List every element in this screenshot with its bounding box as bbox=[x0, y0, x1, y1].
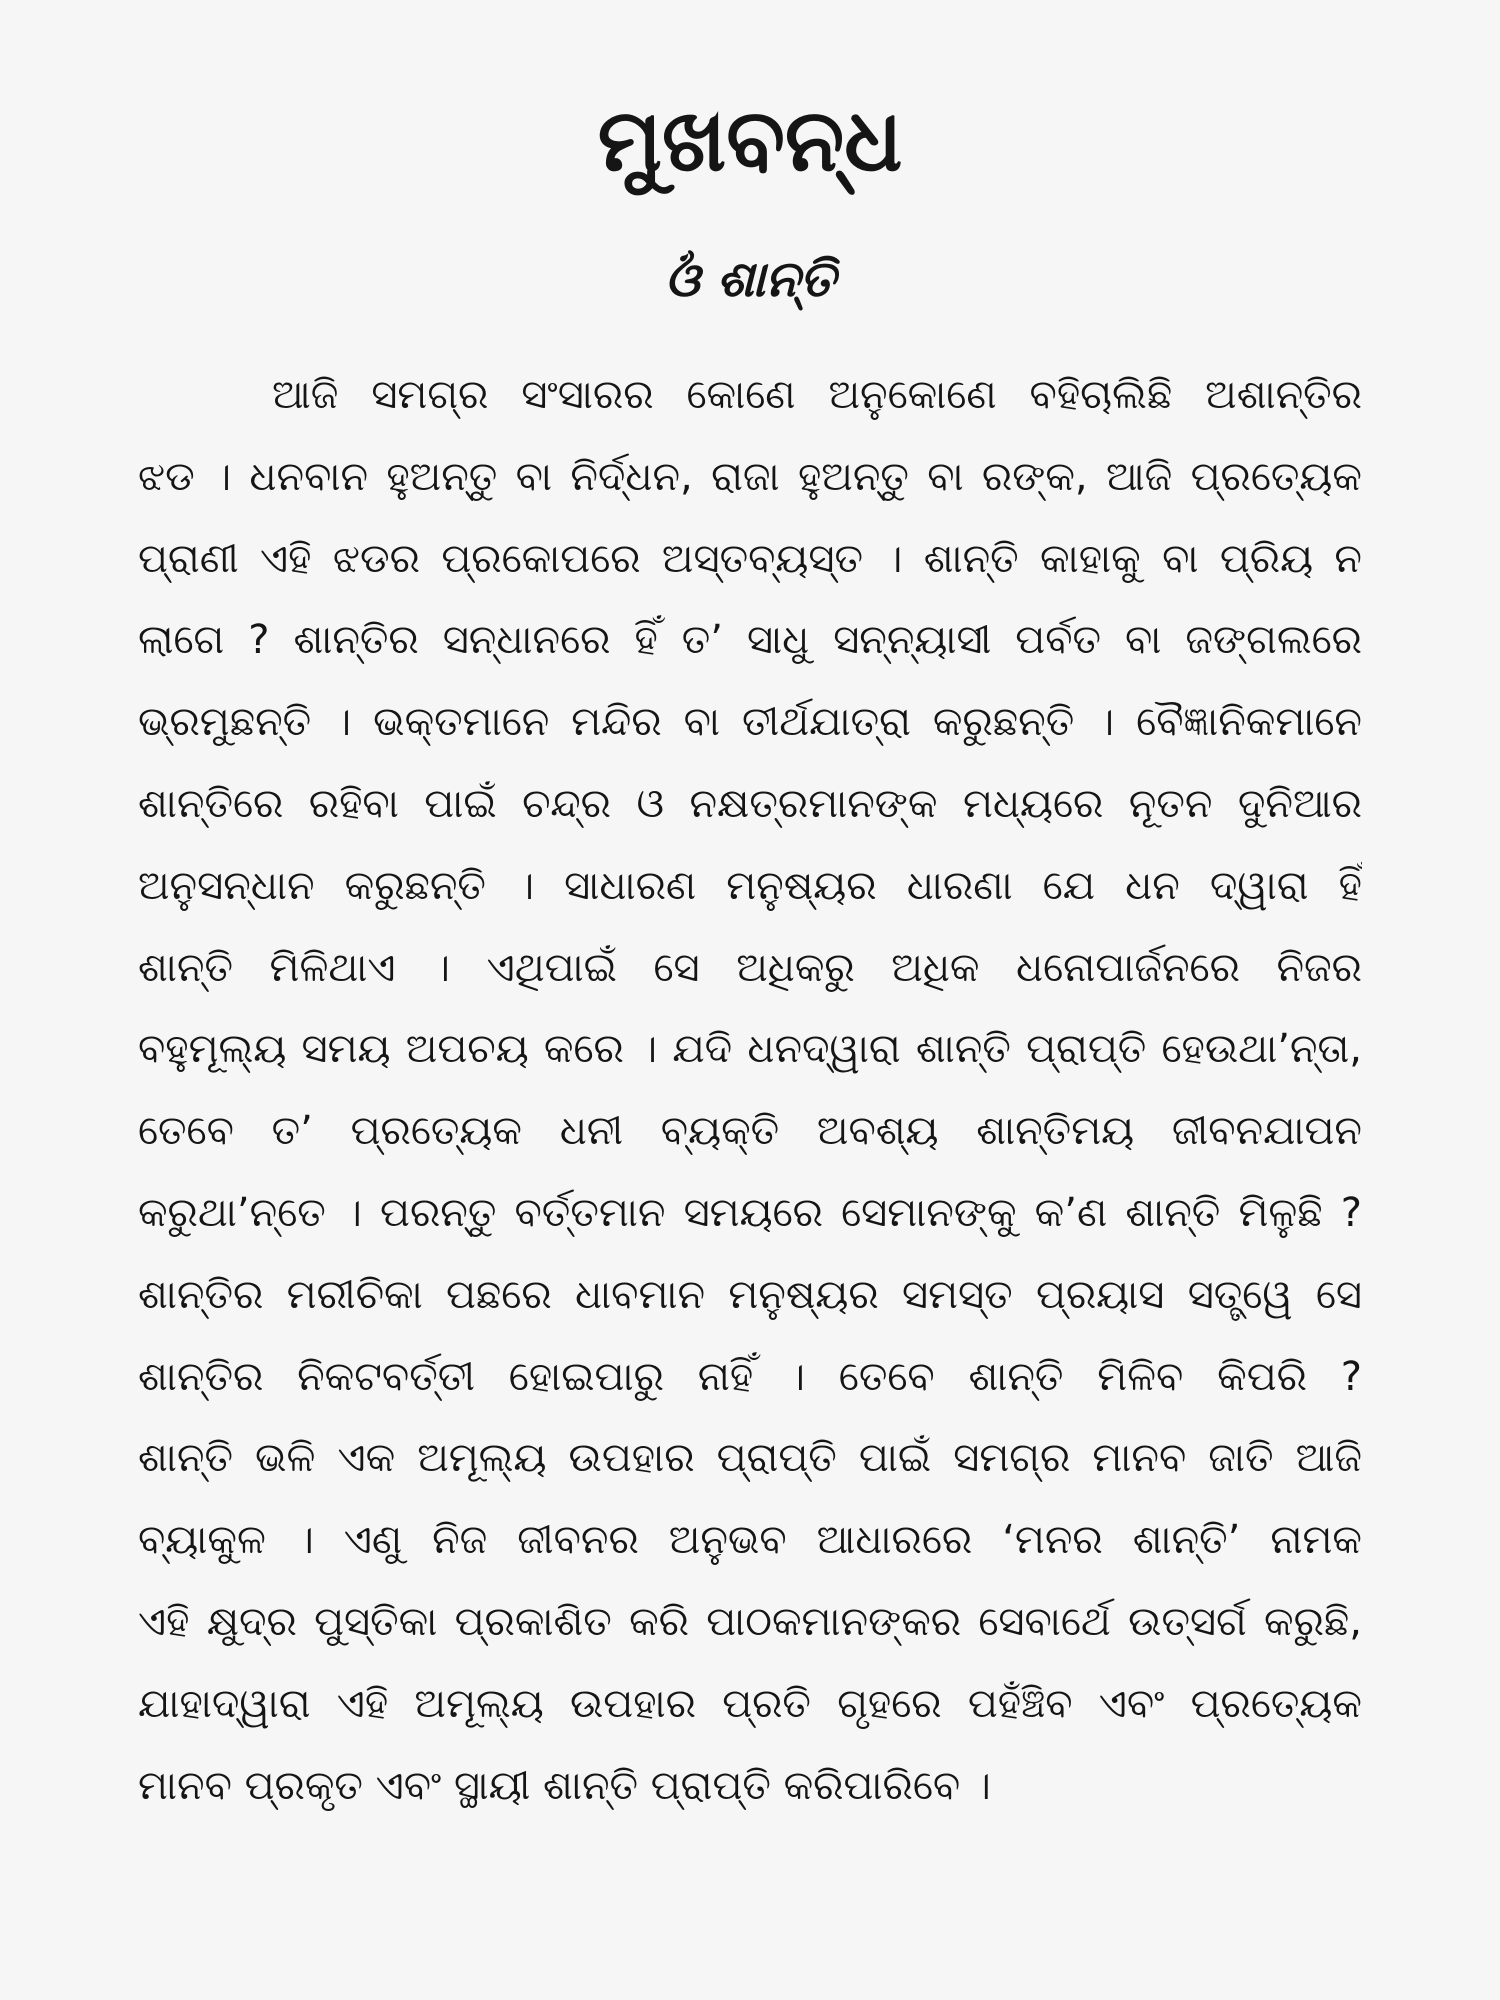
paragraph-line: କରୁଥା’ନ୍ତେ । ପରନ୍ତୁ ବର୍ତ୍ତମାନ ସମୟରେ ସେମାନଙ୍କୁ କ’ଣ ଶାନ୍ତି ମିଳୁଛି ? bbox=[138, 1189, 1362, 1236]
page-subtitle: ଓଁ ଶାନ୍ତି bbox=[664, 250, 836, 308]
paragraph-line: ଶାନ୍ତିରେ ରହିବା ପାଇଁ ଚନ୍ଦ୍ର ଓ ନକ୍ଷତ୍ରମାନଙ୍କ ମଧ୍ୟରେ ନୂତନ ଦୁନିଆର bbox=[138, 780, 1362, 827]
paragraph-line: ଅନୁସନ୍ଧାନ କରୁଛନ୍ତି । ସାଧାରଣ ମନୁଷ୍ୟର ଧାରଣା ଯେ ଧନ ଦ୍ୱାରା ହିଁ bbox=[138, 862, 1362, 909]
paragraph-line: ମାନବ ପ୍ରକୃତ ଏବଂ ସ୍ଥାୟୀ ଶାନ୍ତି ପ୍ରାପ୍ତି କରିପାରିବେ । bbox=[138, 1762, 991, 1809]
page-title: ମୁଖବନ୍ଧ bbox=[597, 91, 903, 191]
paragraph-line: ଆଜି ସମଗ୍ର ସଂସାରର କୋଣେ ଅନୁକୋଣେ ବହିଚାଲିଛି ଅଶାନ୍ତିର bbox=[272, 372, 1362, 418]
paragraph-line: ଶାନ୍ତିର ନିକଟବର୍ତ୍ତୀ ହୋଇପାରୁ ନାହିଁ । ତେବେ ଶାନ୍ତି ମିଳିବ କିପରି ? bbox=[138, 1353, 1362, 1400]
paragraph-line: ଭ୍ରମୁଛନ୍ତି । ଭକ୍ତମାନେ ମନ୍ଦିର ବା ତୀର୍ଥଯାତ୍ରା କରୁଛନ୍ତି । ବୈଜ୍ଞାନିକମାନେ bbox=[138, 699, 1362, 746]
paragraph-line: ଲାଗେ ? ଶାନ୍ତିର ସନ୍ଧାନରେ ହିଁ ତ’ ସାଧୁ ସନ୍ନ୍ୟାସୀ ପର୍ବତ ବା ଜଙ୍ଗଲରେ bbox=[138, 617, 1362, 664]
paragraph-line: ପ୍ରାଣୀ ଏହି ଝଡର ପ୍ରକୋପରେ ଅସ୍ତବ୍ୟସ୍ତ । ଶାନ୍ତି କାହାକୁ ବା ପ୍ରିୟ ନ bbox=[138, 535, 1362, 582]
paragraph-line: ଝଡ । ଧନବାନ ହୁଅନ୍ତୁ ବା ନିର୍ଦ୍ଧନ, ରାଜା ହୁଅନ୍ତୁ ବା ରଙ୍କ, ଆଜି ପ୍ରତ୍ୟେକ bbox=[138, 453, 1362, 500]
paragraph-line: ଶାନ୍ତି ଭଳି ଏକ ଅମୂଲ୍ୟ ଉପହାର ପ୍ରାପ୍ତି ପାଇଁ ସମଗ୍ର ମାନବ ଜାତି ଆଜି bbox=[138, 1435, 1362, 1482]
paragraph-line: ଶାନ୍ତି ମିଳିଥାଏ । ଏଥିପାଇଁ ସେ ଅଧିକରୁ ଅଧିକ ଧନୋପାର୍ଜନରେ ନିଜର bbox=[138, 944, 1362, 991]
paragraph-line: ଏହି କ୍ଷୁଦ୍ର ପୁସ୍ତିକା ପ୍ରକାଶିତ କରି ପାଠକମାନଙ୍କର ସେବାର୍ଥେ ଉତ୍ସର୍ଗ କରୁଛି, bbox=[138, 1598, 1362, 1645]
paragraph-line: ତେବେ ତ’ ପ୍ରତ୍ୟେକ ଧନୀ ବ୍ୟକ୍ତି ଅବଶ୍ୟ ଶାନ୍ତିମୟ ଜୀବନଯାପନ bbox=[138, 1108, 1362, 1155]
paragraph-line: ବ୍ୟାକୁଳ । ଏଣୁ ନିଜ ଜୀବନର ଅନୁଭବ ଆଧାରରେ ‘ମନର ଶାନ୍ତି’ ନାମକ bbox=[138, 1517, 1362, 1564]
preface-paragraph bbox=[138, 355, 1362, 1827]
paragraph-line: ଶାନ୍ତିର ମରୀଚିକା ପଛରେ ଧାବମାନ ମନୁଷ୍ୟର ସମସ୍ତ ପ୍ରୟାସ ସତ୍ତ୍ୱେ ସେ bbox=[138, 1271, 1362, 1318]
paragraph-line: ବହୁମୂଲ୍ୟ ସମୟ ଅପଚୟ କରେ । ଯଦି ଧନଦ୍ୱାରା ଶାନ୍ତି ପ୍ରାପ୍ତି ହେଉଥା’ନ୍ତା, bbox=[138, 1026, 1362, 1073]
paragraph-line: ଯାହାଦ୍ୱାରା ଏହି ଅମୂଲ୍ୟ ଉପହାର ପ୍ରତି ଗୃହରେ ପହଁଞ୍ଚିବ ଏବଂ ପ୍ରତ୍ୟେକ bbox=[138, 1680, 1362, 1727]
